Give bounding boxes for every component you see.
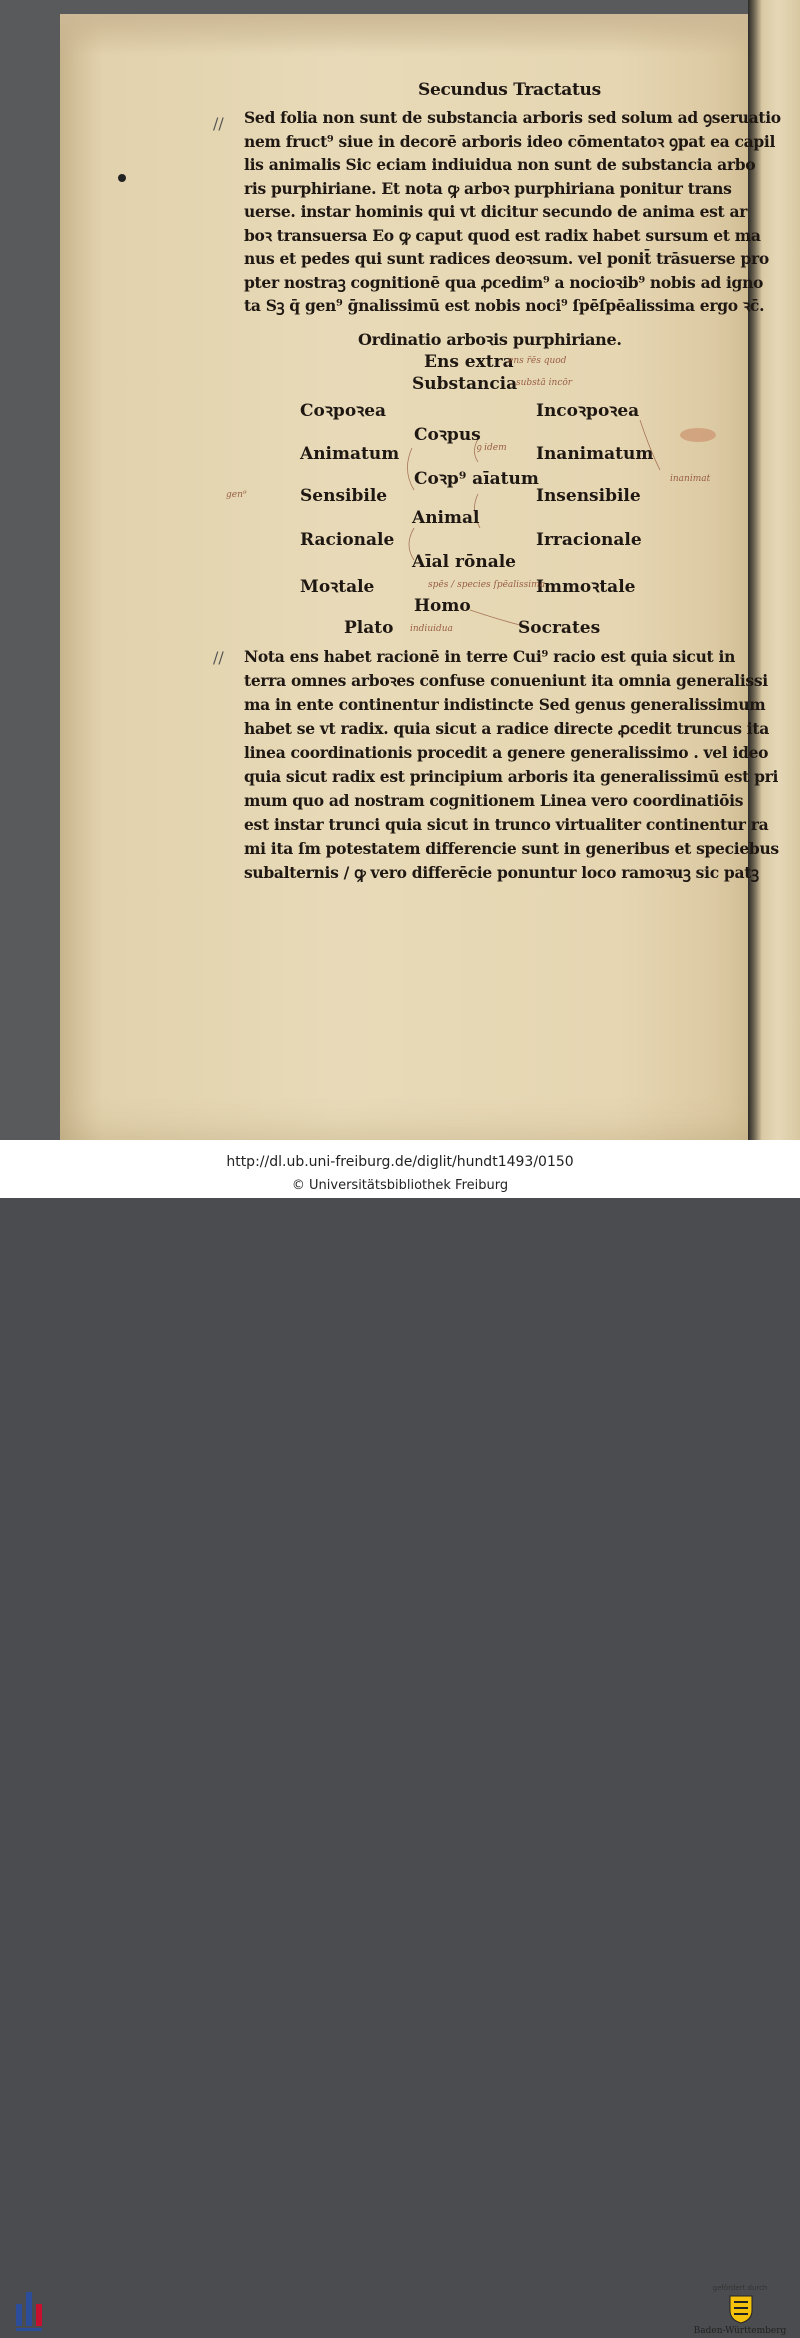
- tree-node-substancia: Substancia: [412, 374, 518, 394]
- text-line: Nota ens habet racionē in terre Cui⁹ racio est quia sicut in: [244, 647, 736, 666]
- permalink-url[interactable]: http://dl.ub.uni-freiburg.de/diglit/hundt1493/0150: [226, 1154, 574, 1170]
- tree-node-racionale: Racionale: [300, 530, 395, 550]
- marginal-note: substā incōr: [516, 378, 573, 388]
- marginal-note: gen⁹: [226, 490, 247, 500]
- marginal-note: ꝯ idem: [476, 443, 507, 453]
- text-line: ma in ente continentur indistincte Sed genus generalissimum: [244, 695, 766, 714]
- text-line: lis animalis Sic eciam indiuidua non sunt de substancia arbo: [244, 155, 756, 174]
- text-line: boꝛ transuersa Eo ꝙ caput quod est radix habet sursum et ma: [244, 225, 761, 245]
- marginal-note: ens r̄ēs quod: [508, 356, 567, 366]
- tree-node-ens: Ens extra: [424, 352, 514, 372]
- text-line: linea coordinationis procedit a genere generalissimo . vel ideo: [244, 743, 769, 762]
- tree-node-corpus: Coꝛpus: [414, 425, 481, 445]
- tree-title: Ordinatio arboꝛis purphiriane.: [358, 330, 622, 349]
- copyright-notice: © Universitätsbibliothek Freiburg: [291, 1178, 509, 1193]
- margin-mark: //: [213, 648, 224, 667]
- text-line: quia sicut radix est principium arboris ita generalissimū est pri: [244, 767, 779, 786]
- text-line: mi ita ſm potestatem differencie sunt in generibus et speciebus: [244, 839, 779, 858]
- text-line: mum quo ad nostram cognitionem Linea vero coordinatiōis: [244, 791, 744, 810]
- sponsor-name: Baden-Württemberg: [693, 2326, 787, 2336]
- marginal-note: indiuidua: [410, 624, 453, 634]
- tree-node-mortale: Moꝛtale: [300, 577, 375, 597]
- margin-mark: //: [213, 114, 224, 133]
- tree-node-immortale: Immoꝛtale: [536, 577, 636, 597]
- text-line: habet se vt radix. quia sicut a radice directe ꝓcedit truncus ita: [244, 719, 769, 738]
- running-header: Secundus Tractatus: [418, 80, 601, 100]
- tree-node-inanimatum: Inanimatum: [536, 444, 654, 464]
- state-coat-of-arms-icon: [728, 2294, 754, 2324]
- tree-node-animal-racionale: Aīal rōnale: [412, 552, 516, 572]
- text-line: est instar trunci quia sicut in trunco virtualiter continentur ra: [244, 815, 769, 834]
- text-line: ris purphiriane. Et nota ꝙ arboꝛ purphiriana ponitur trans: [244, 178, 732, 198]
- paragraph-2: [244, 645, 779, 885]
- tree-node-homo: Homo: [414, 596, 471, 616]
- text-line: uerse. instar hominis qui vt dicitur secundo de anima est ar: [244, 202, 748, 221]
- page-viewer[interactable]: [0, 0, 800, 1140]
- text-line: terra omnes arboꝛes confuse conueniunt ita omnia generalissi: [244, 671, 768, 690]
- text-line: subalternis / ꝙ vero differēcie ponuntur loco ramoꝛuꝫ sic patꝫ: [244, 863, 759, 882]
- tree-node-socrates: Socrates: [518, 618, 601, 638]
- tree-connector-lines: [0, 0, 800, 1140]
- marginal-note: inanimat: [670, 474, 711, 484]
- tree-node-corpus-animatum: Coꝛp⁹ aīatum: [414, 469, 539, 489]
- text-line: nus et pedes qui sunt radices deoꝛsum. vel ponit̄ trāsuerse pro: [244, 249, 769, 268]
- tree-node-animal: Animal: [412, 508, 480, 528]
- tree-node-plato: Plato: [344, 618, 394, 638]
- tree-node-animatum: Animatum: [300, 444, 400, 464]
- university-library-logo-icon[interactable]: [14, 2290, 50, 2332]
- text-line: pter nostraꝫ cognitionē qua ꝓcedim⁹ a nocioꝛib⁹ nobis ad igno: [244, 272, 764, 292]
- tree-node-incorporea: Incoꝛpoꝛea: [536, 401, 640, 421]
- sponsor-caption: gefördert durch: [712, 2284, 768, 2292]
- tree-node-sensibile: Sensibile: [300, 486, 388, 506]
- text-line: Sed folia non sunt de substancia arboris sed solum ad ꝯseruatio: [244, 108, 781, 127]
- sponsor-logo[interactable]: [690, 2284, 790, 2338]
- marginal-note: spēs / species ſpēalissima: [428, 580, 546, 590]
- text-line: nem fruct⁹ siue in decorē arboris ideo cōmentatoꝛ ꝯpat ea capil: [244, 131, 776, 151]
- tree-node-irracionale: Irracionale: [536, 530, 642, 550]
- text-line: ta Sꝫ q̄ gen⁹ ḡnalissimū est nobis noci⁹ ſpēſpēalissima ergo ꝛc̄.: [244, 296, 765, 315]
- tree-node-insensibile: Insensibile: [536, 486, 641, 506]
- tree-node-corporea: Coꝛpoꝛea: [300, 401, 387, 421]
